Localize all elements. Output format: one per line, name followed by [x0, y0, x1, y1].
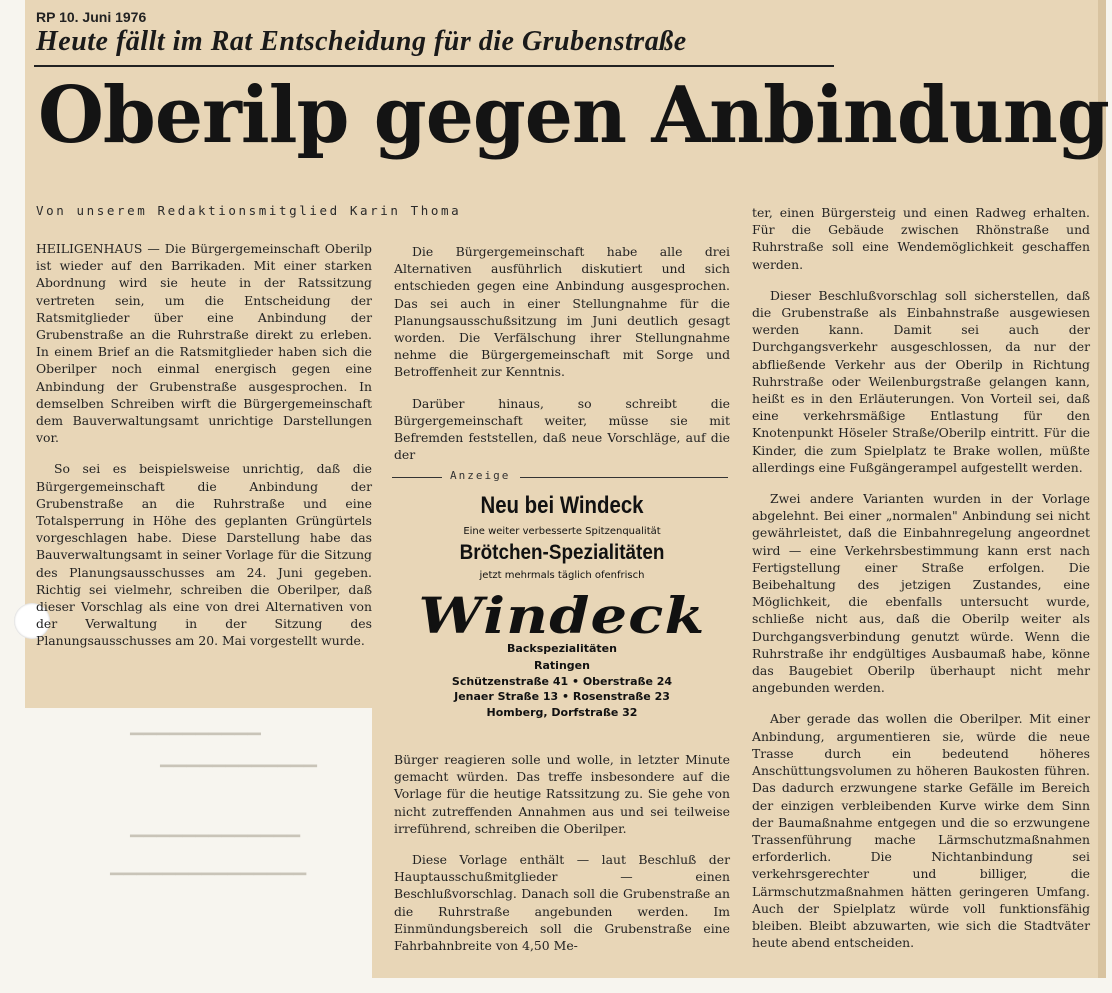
ad-product-note: jetzt mehrmals täglich ofenfrisch — [479, 570, 645, 581]
kicker-rule — [34, 65, 834, 67]
ad-product: Brötchen-Spezialitäten — [459, 541, 665, 564]
paragraph: Die Bürgergemeinschaft habe alle drei Alternativen ausführlich diskutiert und sich entschieden gegen eine Anbindung ausgesprochen. Das sei auch in einer Stellungnahme für die Planungsausschußsitzung im Juni deutlich gesagt worden. Die Verfälschung ihrer Stellungnahme nehme die Bürgergemeinschaft mit Sorge und Betroffenheit zur Kenntnis. — [394, 244, 730, 380]
byline: Von unserem Redaktionsmitglied Karin Thoma — [36, 203, 462, 218]
ghost-text: ▁▁▁▁▁▁▁▁▁▁▁▁▁▁▁ — [110, 856, 307, 876]
ad-address-line: Schützenstraße 41 • Oberstraße 24 — [451, 674, 673, 688]
ghost-text: ▁▁▁▁▁▁▁▁▁▁▁▁ — [160, 748, 317, 768]
paragraph: Darüber hinaus, so schreibt die Bürgergemeinschaft weiter, müsse sie mit Befremden feststellen, daß neue Vorschläge, auf die der — [394, 395, 730, 463]
source-date-stamp: RP 10. Juni 1976 — [36, 9, 147, 25]
ghost-text: ▁▁▁▁▁▁▁▁▁▁ — [130, 716, 261, 736]
paragraph: So sei es beispielsweise unrichtig, daß die Bürgergemeinschaft die Anbindung der Grubenstraße an die Ruhrstraße und eine Totalsperrung in Höhe des geplanten Grüngürtels vorgeschlagen habe. Diese Darstellung habe das Bauverwaltungsamt in seiner Vorlage für die Sitzung des Planungsausschusses am 24. Juni gegeben. Richtig sei vielmehr, schreiben die Oberilper, daß dieser Vorschlag als eine von drei Alternativen von der Verwaltung in der Sitzung des Planungsausschusses am 20. Mai vorgestellt wurde. — [36, 461, 372, 649]
paragraph: ter, einen Bürgersteig und einen Radweg erhalten. Für die Gebäude zwischen Rhönstraße und Ruhrstraße soll eine Wendemöglichkeit geschaffen werden. — [752, 205, 1090, 272]
ad-label-row — [392, 468, 732, 486]
paragraph: Diese Vorlage enthält — laut Beschluß der Hauptausschußmitglieder — einen Beschlußvorschlag. Danach soll die Grubenstraße an die Ruhrstraße angebunden werden. Im Einmündungsbereich soll die Grubenstraße eine Fahrbahnbreite von 4,50 Me- — [394, 852, 730, 954]
ad-logo: Windeck — [418, 586, 706, 645]
ad-addresses — [392, 658, 732, 720]
paragraph: Dieser Beschlußvorschlag soll sicherstellen, daß die Grubenstraße als Einbahnstraße ausgewiesen werden kann. Damit sei auch der Durchgangsverkehr ausgeschlossen, da nur der abfließende Verkehr aus der Oberilp in Richtung Ruhrstraße oder Weilenburgstraße gelangen kann, heißt es in den Erläuterungen. Von Vorteil sei, daß eine verkehrsmäßige Entlastung für den Knotenpunkt Höseler Straße/Oberilp eintritt. Für die Kinder, die zum Spielplatz te Brake wollen, müßte allerdings eine Fußgängerampel aufgestellt werden. — [752, 287, 1090, 475]
ad-address-line: Ratingen — [534, 659, 590, 672]
headline: Oberilp gegen Anbindung — [38, 70, 1109, 161]
paragraph: HEILIGENHAUS — Die Bürgergemeinschaft Oberilp ist wieder auf den Barrikaden. Mit einer starken Abordnung wird sie heute in der Ratssitzung vertreten sein, um die Entscheidung der Ratsmitglieder über eine Anbindung der Grubenstraße an die Ruhrstraße direkt zu erleben. In einem Brief an die Ratsmitglieder haben sich die Oberilper noch einmal energisch gegen eine Anbindung der Grubenstraße ausgesprochen. In demselben Schreiben wirft die Bürgergemeinschaft dem Bauverwaltungsamt unrichtige Darstellungen vor. — [36, 241, 372, 446]
article-column-2-bottom — [394, 751, 730, 968]
ad-title: Neu bei Windeck — [480, 492, 644, 519]
paragraph: Bürger reagieren solle und wolle, in letzter Minute gemacht würden. Das treffe insbesondere auf die Vorlage für die heutige Ratssitzung zu. Sie gehe von nicht zutreffenden Annahmen aus und sei teilweise irreführend, schreiben die Oberilper. — [394, 752, 730, 836]
ad-address-line: Homberg, Dorfstraße 32 — [486, 705, 638, 719]
ad-address-line: Jenaer Straße 13 • Rosenstraße 23 — [454, 690, 670, 703]
kicker-headline: Heute fällt im Rat Entscheidung für die Grubenstraße — [36, 26, 687, 57]
article-column-2-top — [394, 243, 730, 477]
ad-rule-left — [392, 477, 442, 478]
ghost-text: ▁▁▁▁▁▁▁▁▁▁▁▁▁ — [130, 818, 300, 838]
ad-subtitle: Eine weiter verbesserte Spitzenqualität — [463, 526, 661, 537]
ad-tagline: Backspezialitäten — [507, 642, 617, 655]
paragraph: Zwei andere Varianten wurden in der Vorlage abgelehnt. Bei einer „normalen" Anbindung sei nicht gewährleistet, daß die Einbahnregelung angeordnet wird — eine Verkehrsbestimmung kann erst nach Fertigstellung einer Straße erfolgen. Die Beibehaltung des jetzigen Zustandes, eine Möglichkeit, die ebenfalls untersucht wurde, schließe nicht aus, daß die Oberilp weiter als Durchgangsverbindung genutzt würde. Wenn die Ruhrstraße ihr endgültiges Ausbaumaß habe, könne das Baugebiet Oberilp überhaupt nicht mehr angebunden werden. — [752, 491, 1090, 696]
paragraph: Aber gerade das wollen die Oberilper. Mit einer Anbindung, argumentieren sie, würde die neue Trasse durch ein bedeutend höheres Anschüttungsvolumen zu höheren Baukosten führen. Das dadurch erzwungene starke Gefälle im Bereich der einzigen verbleibenden Kurve wirke dem Sinn der Baumaßnahme entgegen und die so erzwungene Trassenführung mache Lärmschutzmaßnahmen erforderlich. Die Nichtanbindung sei verkehrsgerechter und billiger, die Lärmschutzmaßnahmen hätten geringeren Umfang. Auch der Spielplatz würde voll funktionsfähig bleiben. Bleibt abzuwarten, wie sich die Stadtväter heute abend entscheiden. — [752, 711, 1090, 951]
ad-label: Anzeige — [450, 469, 511, 482]
advertisement — [392, 468, 732, 718]
article-column-3 — [752, 204, 1090, 965]
article-column-1 — [36, 240, 372, 664]
ad-rule-right — [520, 477, 728, 478]
